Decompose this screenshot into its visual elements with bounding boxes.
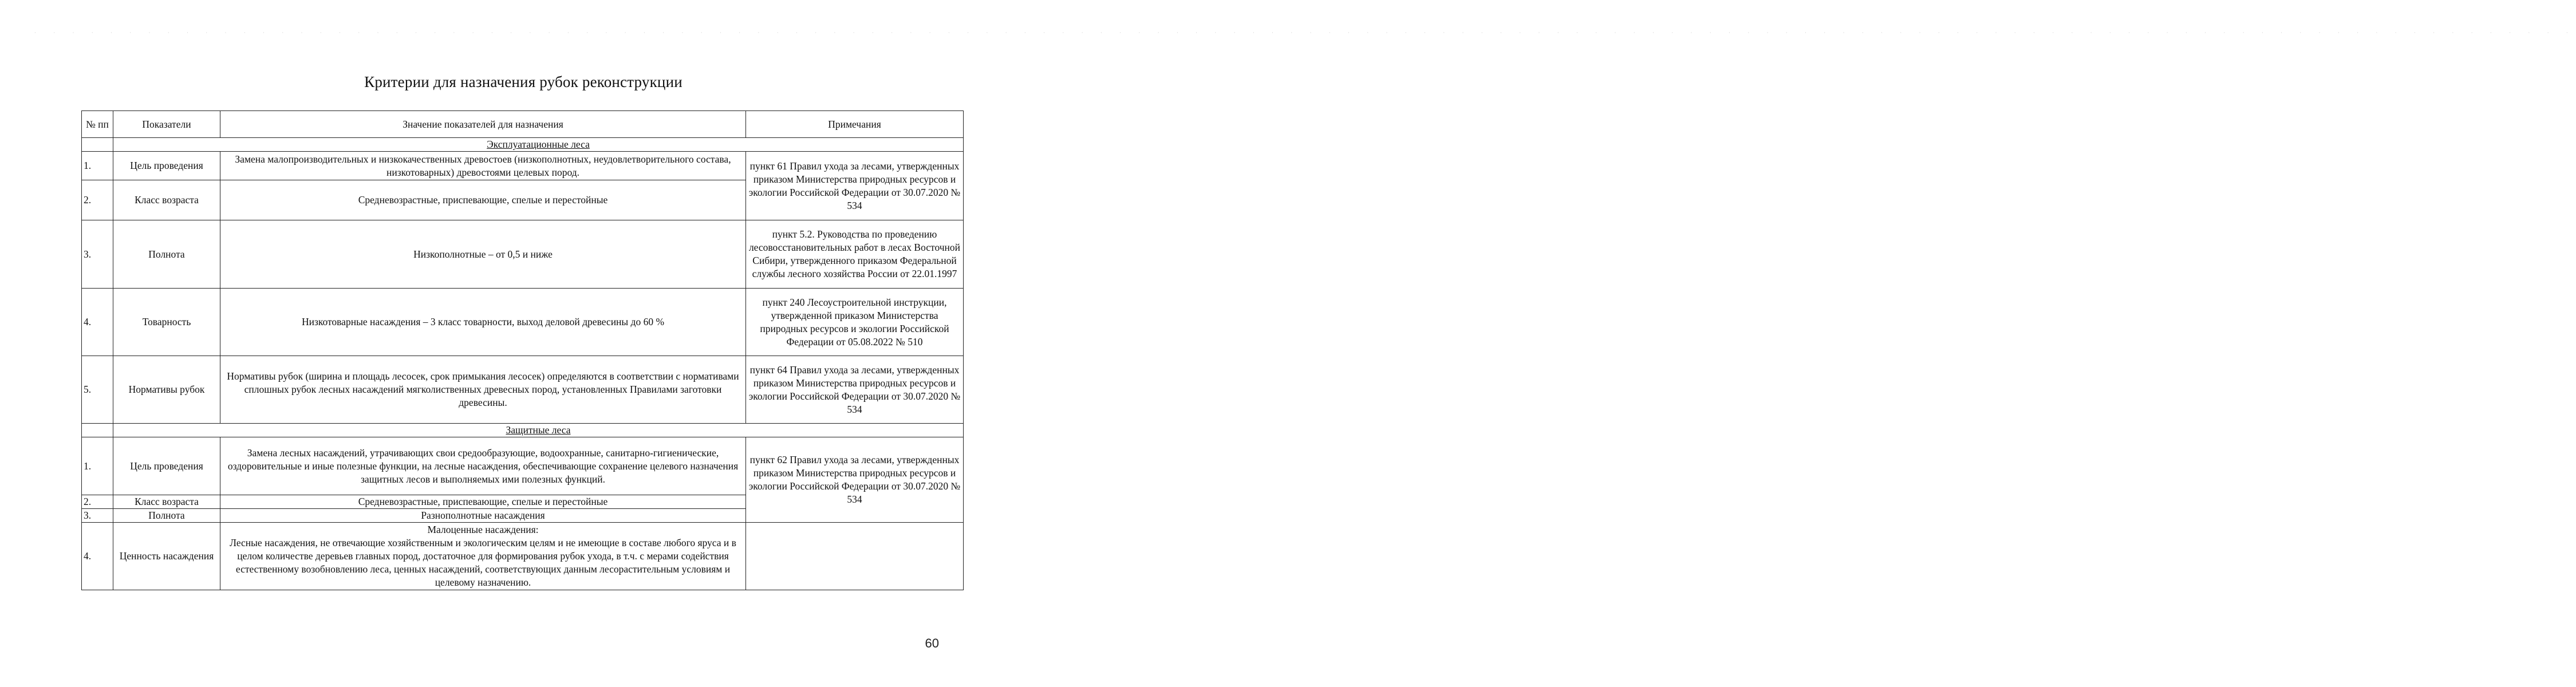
row-indicator: Цель проведения	[113, 437, 220, 495]
row-note: пункт 62 Правил ухода за лесами, утвержденных приказом Министерства природных ресурсов и экологии Российской Федерации от 30.07.2020 № 534	[746, 437, 964, 523]
row-value: Замена малопроизводительных и низкокачественных древостоев (низкополнотных, неудовлетворительного состава, низкотоварных) древостоями целевых пород.	[220, 152, 746, 180]
table-header-row	[82, 111, 964, 138]
table-row	[82, 523, 964, 590]
criteria-table	[81, 110, 964, 590]
row-note: пункт 240 Лесоустроительной инструкции, утвержденной приказом Министерства природных ресурсов и экологии Российской Федерации от 05.08.2022 № 510	[746, 289, 964, 356]
row-indicator: Класс возраста	[113, 180, 220, 220]
header-note: Примечания	[746, 111, 964, 138]
section-title-exploitation: Эксплуатационные леса	[113, 138, 964, 152]
table-row	[82, 289, 964, 356]
table-row	[82, 437, 964, 495]
row-indicator: Ценность насаждения	[113, 523, 220, 590]
section-title-protective: Защитные леса	[113, 424, 964, 437]
row-value: Замена лесных насаждений, утрачивающих свои средообразующие, водоохранные, санитарно-гигиенические, оздоровительные и иные полезные функции, на лесные насаждения, обеспечивающие сохранение целевого назначения защитных лесов и выполняемых ими полезных функций.	[220, 437, 746, 495]
row-value-text: Лесные насаждения, не отвечающие хозяйственным и экологическим целям и не имеющие в составе любого яруса и в целом количестве деревьев главных пород, достаточное для формирования рубок ухода, в т.ч. с мерами содействия естественному возобновлению леса, ценных насаждений, соответствующих данным лесорастительным условиям и целевому назначению.	[230, 537, 736, 588]
row-indicator: Цель проведения	[113, 152, 220, 180]
table-row	[82, 356, 964, 424]
row-num: 2.	[82, 180, 113, 220]
row-note: пункт 64 Правил ухода за лесами, утвержденных приказом Министерства природных ресурсов и экологии Российской Федерации от 30.07.2020 № 534	[746, 356, 964, 424]
header-indicator: Показатели	[113, 111, 220, 138]
row-value: Разнополнотные насаждения	[220, 509, 746, 523]
row-value-title: Малоценные насаждения:	[427, 524, 539, 535]
section-row	[82, 424, 964, 437]
row-indicator: Класс возраста	[113, 495, 220, 509]
scan-artifacts: · · · · · · · · · · · · · · · · · · · · · · · · · · · · · · · · · · · · · · · · · · · · · · · · · · · · · · · · · · · · · · · · · · · · · · · · · · · · · · · · · · · · · · · · · · · · · · · · · · · · · · · · · · · · · · · · · · · · · · · · · · · · · · · · · · · · · ·	[34, 30, 2576, 35]
row-value: Средневозрастные, приспевающие, спелые и перестойные	[220, 495, 746, 509]
row-num: 5.	[82, 356, 113, 424]
row-indicator: Полнота	[113, 220, 220, 289]
header-num: № пп	[82, 111, 113, 138]
row-num: 1.	[82, 437, 113, 495]
table-row	[82, 220, 964, 289]
row-note: пункт 61 Правил ухода за лесами, утвержденных приказом Министерства природных ресурсов и экологии Российской Федерации от 30.07.2020 № 534	[746, 152, 964, 220]
row-value: Нормативы рубок (ширина и площадь лесосек, срок примыкания лесосек) определяются в соответствии с нормативами сплошных рубок лесных насаждений мягколиственных древесных пород, установленных Правилами заготовки древесины.	[220, 356, 746, 424]
row-indicator: Товарность	[113, 289, 220, 356]
row-num: 2.	[82, 495, 113, 509]
table-row	[82, 152, 964, 180]
row-value	[220, 523, 746, 590]
row-note: пункт 5.2. Руководства по проведению лесовосстановительных работ в лесах Восточной Сибири, утвержденного приказом Федеральной службы лесного хозяйства России от 22.01.1997	[746, 220, 964, 289]
page-number: 60	[925, 636, 939, 650]
row-value: Средневозрастные, приспевающие, спелые и перестойные	[220, 180, 746, 220]
page-title: Критерии для назначения рубок реконструкции	[364, 73, 683, 90]
row-num: 4.	[82, 289, 113, 356]
row-num: 3.	[82, 509, 113, 523]
row-num: 3.	[82, 220, 113, 289]
row-value: Низкополнотные – от 0,5 и ниже	[220, 220, 746, 289]
row-note	[746, 523, 964, 590]
header-value: Значение показателей для назначения	[220, 111, 746, 138]
row-num: 4.	[82, 523, 113, 590]
section-row	[82, 138, 964, 152]
row-indicator: Полнота	[113, 509, 220, 523]
row-num: 1.	[82, 152, 113, 180]
row-value: Низкотоварные насаждения – 3 класс товарности, выход деловой древесины до 60 %	[220, 289, 746, 356]
row-indicator: Нормативы рубок	[113, 356, 220, 424]
